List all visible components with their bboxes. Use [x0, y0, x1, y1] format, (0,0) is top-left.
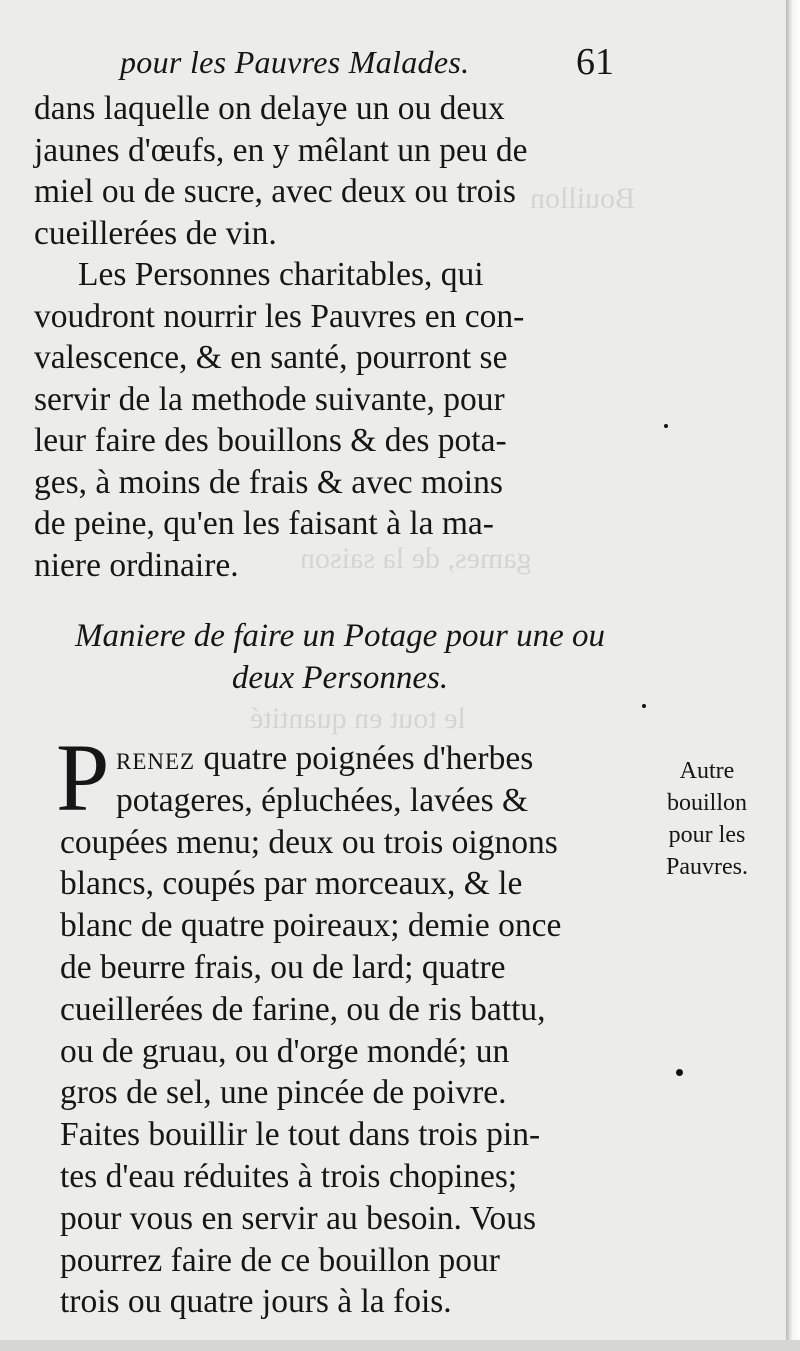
text-line: coupées menu; deux ou trois oignons — [60, 823, 558, 861]
text-line: cueillerées de vin. — [34, 214, 277, 252]
page-number: 61 — [576, 41, 614, 83]
opening-word: renez — [116, 740, 196, 777]
page-edge — [786, 0, 800, 1351]
ink-speck — [664, 424, 668, 428]
heading-line: Maniere de faire un Potage pour une ou — [74, 618, 606, 654]
margin-note-line: bouillon — [666, 790, 747, 816]
text-line: niere ordinaire. — [34, 546, 239, 584]
text-line — [60, 738, 638, 780]
text-line: de beurre frais, ou de lard; quatre — [60, 948, 506, 986]
paragraph-continuation — [34, 88, 626, 254]
recipe-paragraph — [56, 724, 638, 1323]
text-line: blancs, coupés par morceaux, & le — [60, 865, 523, 903]
margin-note-line: Autre — [679, 758, 735, 784]
text-line: voudront nourrir les Pauvres en con- — [34, 297, 525, 335]
ink-speck — [642, 704, 646, 708]
page-edge — [0, 1340, 800, 1351]
text-line: Les Personnes charitables, qui — [78, 256, 484, 293]
text-line: tes d'eau réduites à trois chopines; — [60, 1157, 518, 1195]
text-line: miel ou de sucre, avec deux ou trois — [34, 173, 516, 210]
drop-cap: P — [56, 724, 110, 831]
text-line: valescence, & en santé, pourront se — [34, 339, 508, 376]
running-title: pour les Pauvres Malades. — [120, 44, 470, 80]
text-line: ou de gruau, ou d'orge mondé; un — [60, 1032, 510, 1070]
show-through-text: Bouillon — [530, 182, 636, 215]
margin-note-line: Pauvres. — [666, 854, 748, 880]
text-line: Faites bouillir le tout dans trois pin- — [60, 1116, 541, 1154]
margin-note — [644, 755, 770, 883]
text-line: gros de sel, une pincée de poivre. — [60, 1074, 507, 1112]
margin-note-line: pour les — [668, 822, 746, 848]
text-line: trois ou quatre jours à la fois. — [60, 1283, 452, 1321]
text-line: jaunes d'œufs, en y mêlant un peu de — [34, 131, 528, 169]
text-line: cueillerées de farine, ou de ris battu, — [60, 990, 546, 1028]
text-fragment: quatre poignées d'herbes — [195, 740, 534, 777]
ink-speck — [676, 1069, 683, 1076]
page-header — [120, 41, 620, 94]
heading-line: deux Personnes. — [231, 660, 449, 696]
text-line: ges, à moins de frais & avec moins — [34, 463, 503, 501]
text-line: servir de la methode suivante, pour — [34, 380, 505, 418]
text-line: de peine, qu'en les faisant à la ma- — [34, 505, 494, 542]
paragraph-charitable-persons — [34, 254, 626, 586]
show-through-text: le tout en quantité — [250, 702, 466, 735]
text-line: dans laquelle on delaye un ou deux — [34, 90, 505, 127]
text-line: leur faire des bouillons & des pota- — [34, 422, 507, 459]
text-line: pourrez faire de ce bouillon pour — [60, 1241, 500, 1279]
text-line: potageres, épluchées, lavées & — [116, 781, 529, 819]
text-line: blanc de quatre poireaux; demie once — [60, 907, 562, 945]
section-heading — [50, 615, 630, 699]
text-line: pour vous en servir au besoin. Vous — [60, 1199, 537, 1237]
show-through-text: games, de la saison — [300, 542, 532, 575]
